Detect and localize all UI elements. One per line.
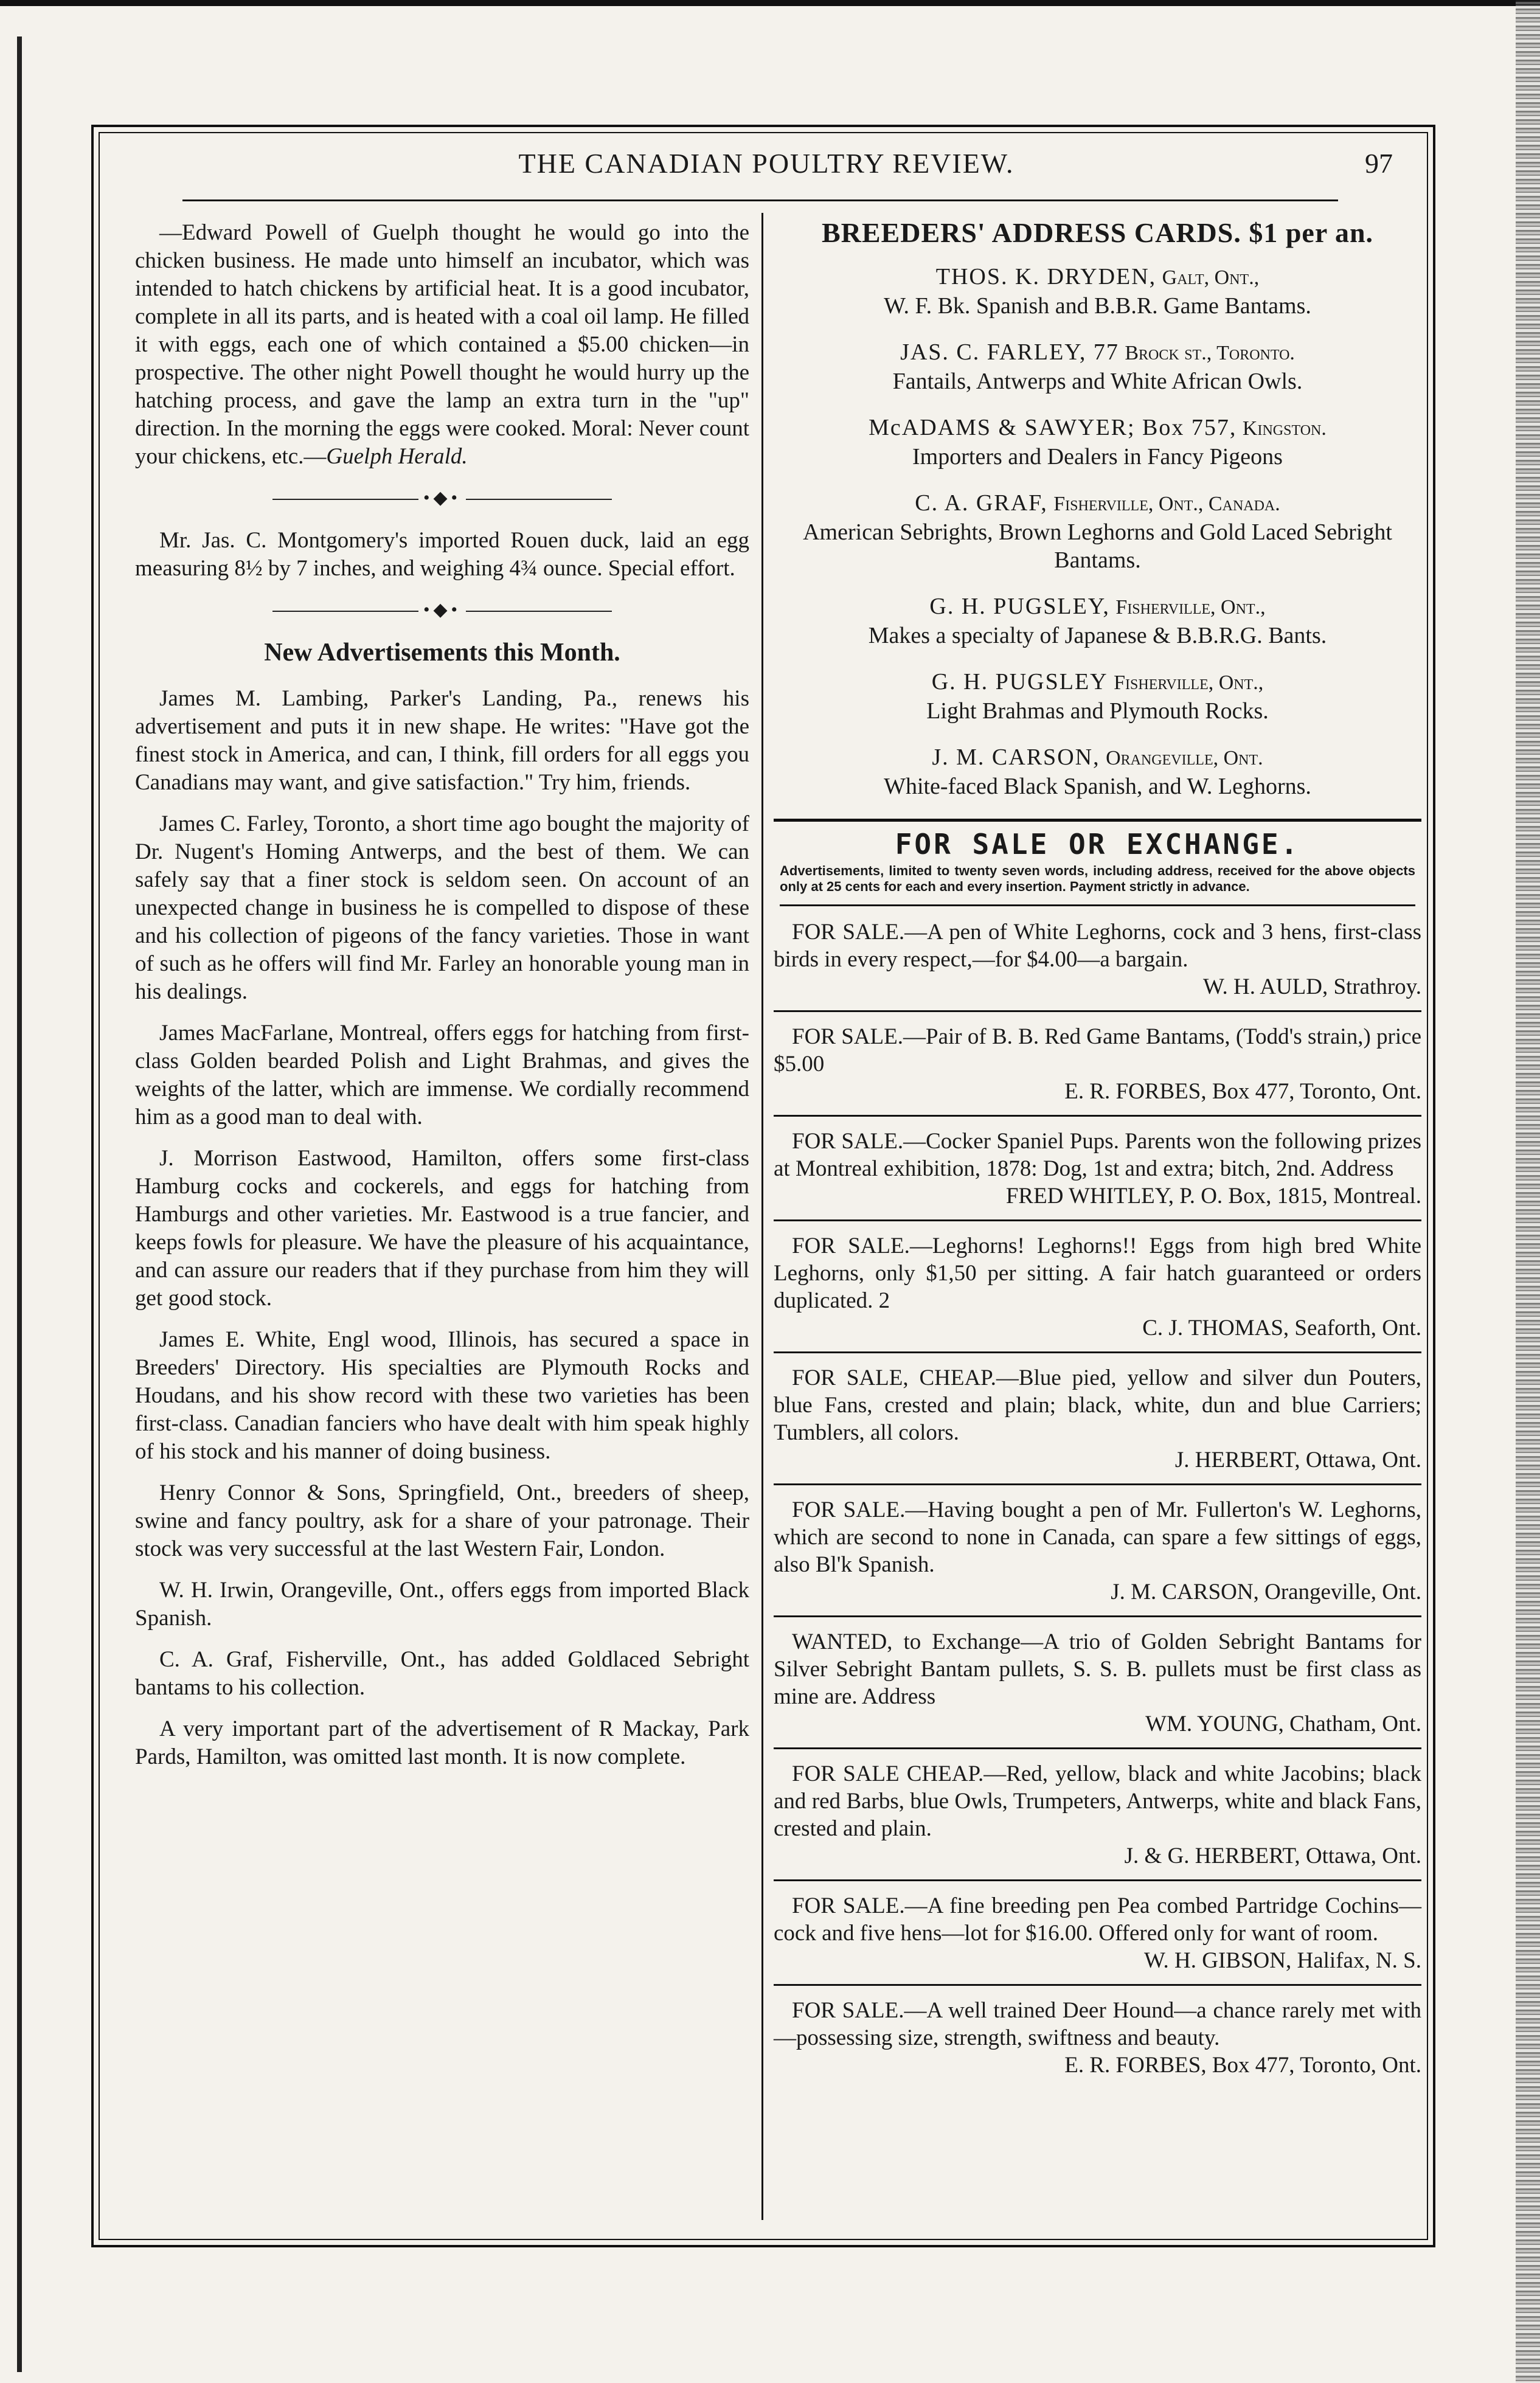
breeder-name: J. M. CARSON,: [932, 744, 1100, 770]
breeder-card: [774, 414, 1421, 471]
classified-ad: [774, 1628, 1421, 1749]
section-heading: New Advertisements this Month.: [264, 639, 620, 667]
news-item: James M. Lambing, Parker's Landing, Pa., renews his advertisement and puts it in new shape. He writes: "Have got the finest stock in America, and can, I think, fill orders for all eggs you Canadians may want, and give satisfaction." Try him, friends.: [135, 686, 749, 795]
breeder-desc: Makes a specialty of Japanese & B.B.R.G. Bants.: [868, 623, 1327, 648]
ad-signature: FRED WHITLEY, P. O. Box, 1815, Montreal.: [1005, 1184, 1421, 1209]
breeder-desc: Fantails, Antwerps and White African Owls.: [892, 369, 1303, 394]
page-number: 97: [1365, 148, 1393, 179]
ad-text: FOR SALE.—Pair of B. B. Red Game Bantams, (Todd's strain,) price $5.00: [774, 1024, 1421, 1077]
page-left-rule: [17, 36, 22, 2372]
breeder-card: [774, 338, 1421, 395]
breeder-desc: Light Brahmas and Plymouth Rocks.: [926, 698, 1269, 724]
header-rule: [182, 199, 1338, 201]
breeder-name: C. A. GRAF,: [915, 490, 1048, 516]
for-sale-heading: FOR SALE OR EXCHANGE.: [774, 819, 1421, 858]
breeder-place: Kingston.: [1242, 417, 1327, 440]
powell-item-source: Guelph Herald.: [326, 444, 468, 469]
breeder-desc: Importers and Dealers in Fancy Pigeons: [912, 444, 1283, 470]
ad-text: FOR SALE.—Having bought a pen of Mr. Fullerton's W. Leghorns, which are second to none in Canada, can spare a few sittings of eggs, also Bl'k Spanish.: [774, 1497, 1421, 1577]
news-item: J. Morrison Eastwood, Hamilton, offers some first-class Hamburg cocks and cockerels, and eggs for hatching from Hamburgs and other varieties. Mr. Eastwood is a true fancier, and keeps fowls for pleasure. We have the pleasure of his acquaintance, and can assure our readers that if they purchase from him they will get good stock.: [135, 1146, 749, 1311]
breeder-name: JAS. C. FARLEY, 77: [900, 339, 1119, 365]
ad-signature: W. H. AULD, Strathroy.: [1202, 974, 1421, 999]
breeder-card: [774, 592, 1421, 650]
breeder-place: Galt, Ont.,: [1162, 266, 1260, 289]
breeder-name: G. H. PUGSLEY,: [929, 594, 1110, 619]
column-divider: [761, 213, 763, 2220]
classified-ad: [774, 1760, 1421, 1881]
left-column: [135, 219, 749, 1785]
for-sale-rates-note: Advertisements, limited to twenty seven words, including address, received for the above objects only at 25 cents for each and every insertion. Payment strictly in advance.: [780, 863, 1415, 906]
running-header: [122, 141, 1411, 196]
ad-text: WANTED, to Exchange—A trio of Golden Sebright Bantams for Silver Sebright Bantam pullets, S. S. B. pullets must be first class as mine are. Address: [774, 1629, 1421, 1709]
news-item: James C. Farley, Toronto, a short time ago bought the majority of Dr. Nugent's Homing Antwerps, and the best of them. We can safely say that a finer stock is seldom seen. On account of an unexpected change in business he is compelled to dispose of these and his collection of pigeons of the fancy varieties. Those in want of such as he offers will find Mr. Farley an honorable young man in his dealings.: [135, 811, 749, 1004]
classified-ad: [774, 1997, 1421, 2089]
news-item: A very important part of the advertisement of R Mackay, Park Pards, Hamilton, was omitted last month. It is now complete.: [135, 1716, 749, 1769]
ad-signature: J. M. CARSON, Orangeville, Ont.: [1111, 1580, 1421, 1604]
breeder-card: [774, 668, 1421, 725]
ad-text: FOR SALE.—Leghorns! Leghorns!! Eggs from high bred White Leghorns, only $1,50 per sitting. A fair hatch guaranteed or orders duplicated. 2: [774, 1233, 1421, 1313]
classified-ad: [774, 1364, 1421, 1485]
ad-text: FOR SALE.—A pen of White Leghorns, cock and 3 hens, first-class birds in every respect,—for $4.00—a bargain.: [774, 920, 1421, 972]
ornament-divider: •◆•: [135, 596, 749, 624]
ad-signature: J. HERBERT, Ottawa, Ont.: [1174, 1448, 1421, 1472]
breeder-place: Fisherville, Ont.,: [1115, 596, 1266, 619]
ad-text: FOR SALE, CHEAP.—Blue pied, yellow and silver dun Pouters, blue Fans, crested and plain; black, white, dun and blue Carriers; Tumblers, all colors.: [774, 1365, 1421, 1445]
breeder-name: G. H. PUGSLEY: [931, 669, 1108, 695]
montgomery-item: Mr. Jas. C. Montgomery's imported Rouen duck, laid an egg measuring 8½ by 7 inches, and weighing 4¾ ounce. Special effort.: [135, 528, 749, 581]
breeder-place: Fisherville, Ont., Canada.: [1053, 493, 1280, 515]
ad-signature: WM. YOUNG, Chatham, Ont.: [1145, 1712, 1421, 1736]
news-item: C. A. Graf, Fisherville, Ont., has added Goldlaced Sebright bantams to his collection.: [135, 1647, 749, 1700]
classified-ad: [774, 1128, 1421, 1221]
page-right-edge: [1516, 0, 1540, 2383]
breeder-card: [774, 489, 1421, 574]
ad-signature: E. R. FORBES, Box 477, Toronto, Ont.: [1064, 2053, 1421, 2078]
news-item: James E. White, Engl wood, Illinois, has secured a space in Breeders' Directory. His specialties are Plymouth Rocks and Houdans, and his show record with these two varieties has been first-class. Canadian fanciers who have dealt with him speak highly of his stock and his manner of doing business.: [135, 1327, 749, 1464]
breeder-place: Orangeville, Ont.: [1106, 747, 1263, 769]
breeder-place: Fisherville, Ont.,: [1114, 671, 1264, 694]
ad-signature: J. & G. HERBERT, Ottawa, Ont.: [1124, 1844, 1421, 1868]
powell-item-text: —Edward Powell of Guelph thought he would go into the chicken business. He made unto himself an incubator, which was intended to hatch chickens by artificial heat. It is a good incubator, complete in all its parts, and is heated with a coal oil lamp. He filled it with eggs, each one of which contained a $5.00 chicken—in prospective. The other night Powell thought he would hurry up the hatching process, and gave the lamp an extra turn in the "up" direction. In the morning the eggs were cooked. Moral: Never count your chickens, etc.—: [135, 220, 749, 469]
breeder-name: McADAMS & SAWYER; Box 757,: [869, 415, 1237, 440]
breeder-desc: White-faced Black Spanish, and W. Leghorns.: [884, 774, 1311, 799]
ad-signature: W. H. GIBSON, Halifax, N. S.: [1144, 1948, 1421, 1973]
breeder-desc: American Sebrights, Brown Leghorns and Gold Laced Sebright Bantams.: [803, 519, 1392, 573]
news-item: James MacFarlane, Montreal, offers eggs for hatching from first-class Golden bearded Polish and Light Brahmas, and gives the weights of the latter, which are immense. We cordially recommend him as a good man to deal with.: [135, 1021, 749, 1129]
news-item: W. H. Irwin, Orangeville, Ont., offers eggs from imported Black Spanish.: [135, 1578, 749, 1631]
page-top-edge: [0, 0, 1540, 6]
breeder-name: THOS. K. DRYDEN,: [935, 264, 1157, 290]
ad-signature: E. R. FORBES, Box 477, Toronto, Ont.: [1064, 1079, 1421, 1104]
classified-ad: [774, 1023, 1421, 1117]
ad-text: FOR SALE.—A well trained Deer Hound—a chance rarely met with—possessing size, strength, swiftness and beauty.: [774, 1998, 1421, 2050]
ad-text: FOR SALE CHEAP.—Red, yellow, black and white Jacobins; black and red Barbs, blue Owls, Trumpeters, Antwerps, white and black Fans, crested and plain.: [774, 1761, 1421, 1841]
breeder-place: Brock st., Toronto.: [1125, 342, 1295, 364]
ornament-divider: •◆•: [135, 484, 749, 512]
classified-ad: [774, 918, 1421, 1012]
powell-item: [135, 219, 749, 471]
breeder-desc: W. F. Bk. Spanish and B.B.R. Game Bantams.: [884, 293, 1311, 319]
breeder-card: [774, 263, 1421, 320]
journal-title: THE CANADIAN POULTRY REVIEW.: [518, 148, 1015, 179]
breeders-cards-heading: BREEDERS' ADDRESS CARDS. $1 per an.: [821, 217, 1374, 248]
classified-ad: [774, 1232, 1421, 1353]
classified-ad: [774, 1892, 1421, 1986]
ad-signature: C. J. THOMAS, Seaforth, Ont.: [1142, 1316, 1421, 1341]
ad-text: FOR SALE.—A fine breeding pen Pea combed Partridge Cochins—cock and five hens—lot for $16.00. Offered only for want of room.: [774, 1893, 1421, 1946]
breeder-card: [774, 743, 1421, 800]
news-item: Henry Connor & Sons, Springfield, Ont., breeders of sheep, swine and fancy poultry, ask for a share of your patronage. Their stock was very successful at the last Western Fair, London.: [135, 1480, 749, 1561]
ad-text: FOR SALE.—Cocker Spaniel Pups. Parents won the following prizes at Montreal exhibition, 1878: Dog, 1st and extra; bitch, 2nd. Address: [774, 1129, 1421, 1181]
classified-ad: [774, 1496, 1421, 1617]
right-column: [774, 219, 1421, 2100]
